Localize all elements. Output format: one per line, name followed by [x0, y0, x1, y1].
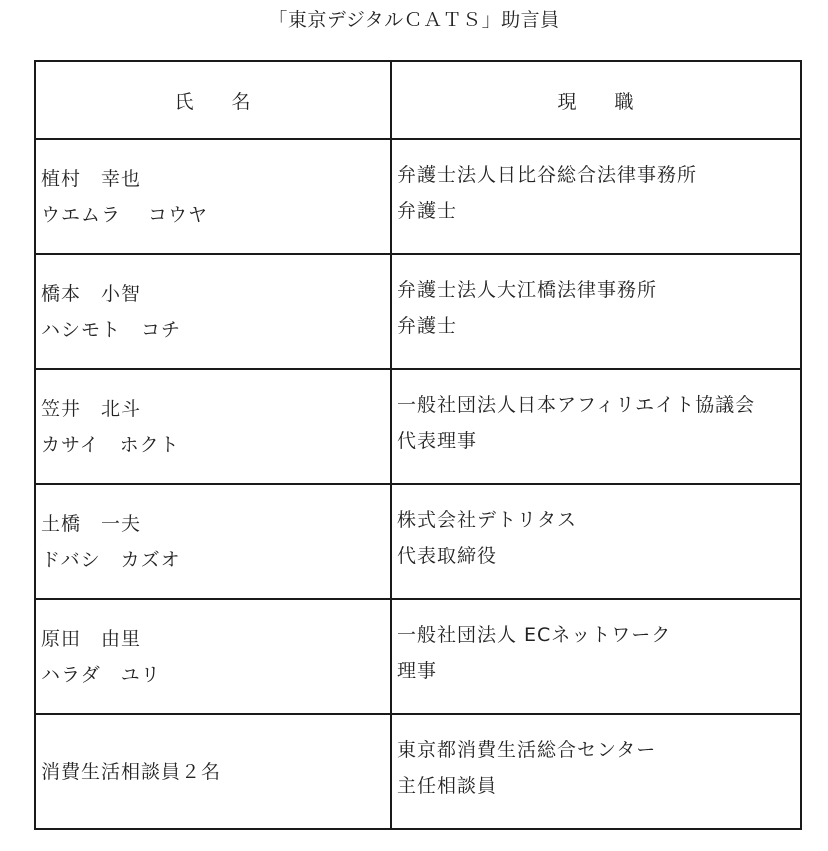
- person-name: 消費生活相談員２名: [41, 760, 222, 783]
- position-organization: 東京都消費生活総合センター: [397, 738, 657, 761]
- position-title: 弁護士: [397, 314, 458, 337]
- position-cell: [391, 254, 801, 369]
- person-name-kana: ハシモト コチ: [41, 318, 182, 341]
- table-row: [35, 599, 801, 714]
- position-title: 主任相談員: [397, 774, 498, 797]
- name-cell: [35, 714, 391, 829]
- advisor-table: [34, 60, 802, 830]
- position-cell: [391, 369, 801, 484]
- table-row: [35, 254, 801, 369]
- person-name-kana: カサイ ホクト: [41, 433, 180, 456]
- table-row: [35, 714, 801, 829]
- position-title: 理事: [397, 659, 438, 682]
- person-name-kana: ドバシ カズオ: [41, 548, 181, 571]
- name-cell: [35, 369, 391, 484]
- position-organization: 弁護士法人大江橋法律事務所: [397, 278, 658, 301]
- document-title: 「東京デジタルＣＡＴＳ」助言員: [268, 9, 560, 31]
- person-name-kana: ウエムラ コウヤ: [41, 203, 209, 226]
- person-name-kana: ハラダ ユリ: [41, 663, 161, 686]
- column-header-position: 現 職: [391, 61, 801, 139]
- position-cell: [391, 139, 801, 254]
- name-cell: [35, 254, 391, 369]
- position-cell: [391, 599, 801, 714]
- table-header-row: [35, 61, 801, 139]
- position-organization: 一般社団法人 ECネットワーク: [397, 623, 672, 646]
- position-cell: [391, 714, 801, 829]
- table-row: [35, 484, 801, 599]
- table-row: [35, 369, 801, 484]
- position-organization: 弁護士法人日比谷総合法律事務所: [397, 163, 698, 186]
- name-cell: [35, 139, 391, 254]
- position-organization: 一般社団法人日本アフィリエイト協議会: [397, 393, 756, 416]
- name-cell: [35, 484, 391, 599]
- position-title: 代表取締役: [397, 544, 498, 567]
- position-title: 代表理事: [397, 429, 478, 452]
- position-cell: [391, 484, 801, 599]
- person-name: 原田 由里: [41, 627, 142, 650]
- person-name: 土橋 一夫: [41, 512, 142, 535]
- person-name: 笠井 北斗: [41, 397, 142, 420]
- person-name: 橋本 小智: [41, 282, 142, 305]
- name-cell: [35, 599, 391, 714]
- person-name: 植村 幸也: [41, 167, 142, 190]
- position-organization: 株式会社デトリタス: [397, 508, 578, 531]
- column-header-name: 氏 名: [35, 61, 391, 139]
- position-title: 弁護士: [397, 199, 458, 222]
- table-row: [35, 139, 801, 254]
